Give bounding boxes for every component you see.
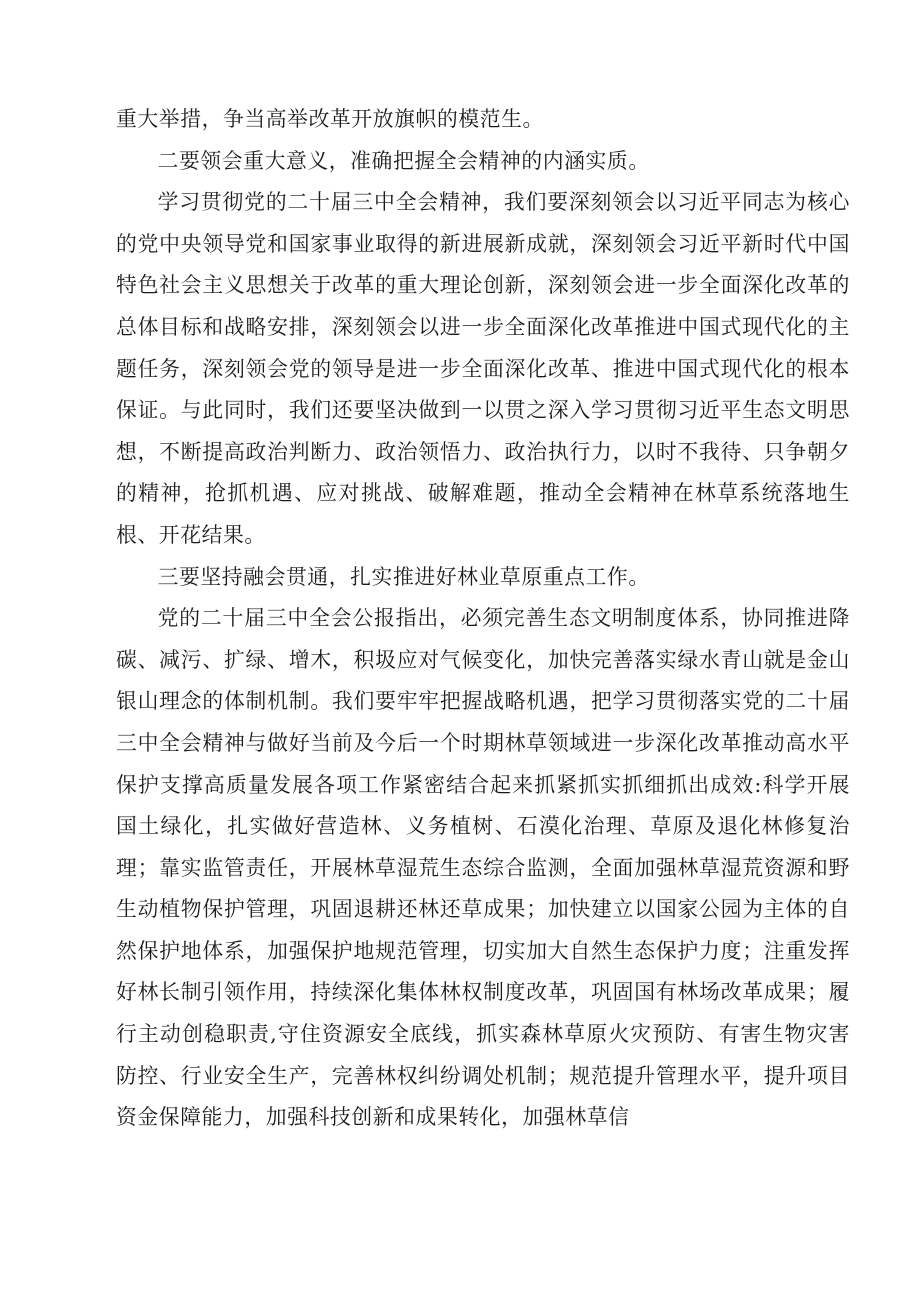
section-heading-3: 三要坚持融会贯通，扎实推进好林业草原重点工作。 [157,564,650,589]
paragraph-continuation: 重大举措，争当高举改革开放旗帜的模范生。 [116,107,544,131]
paragraph-study-spirit: 学习贯彻党的二十届三中全会精神，我们要深刻领会以习近平同志为核心的党中央领导党和国家事业取得的新进展新成就，深刻领会习近平新时代中国特色社会主义思想关于改革的重大理论创新，深刻领会进一步全面深化改革的总体目标和战略安排，深刻领会以进一步全面深化改革推进中国式现代化的主题任务，深刻领会党的领导是进一步全面深化改革、推进中国式现代化的根本保证。与此同时，我们还要坚决做到一以贯之深入学习贯彻习近平生态文明思想，不断提高政治判断力、政治领悟力、政治执行力，以时不我待、只争朝夕的精神，抢抓机遇、应对挑战、破解难题，推动全会精神在林草系统落地生根、开花结果。 [116,190,850,547]
section-heading-2: 二要领会重大意义，准确把握全会精神的内涵实质。 [157,148,650,173]
document-body [116,99,850,1139]
paragraph-key-work: 党的二十届三中全会公报指出，必须完善生态文明制度体系，协同推进降碳、减污、扩绿、增木，积圾应对气候变化，加快完善落实绿水青山就是金山银山理念的体制机制。我们要牢牢把握战略机遇，把学习贯彻落实党的二十届三中全会精神与做好当前及今后一个时期林草领域进一步深化改革推动高水平保护支撑高质量发展各项工作紧密结合起来抓紧抓实抓细抓出成效:科学开展国土绿化，扎实做好营造林、义务植树、石漠化治理、草原及退化林修复治理；靠实监管责任，开展林草湿荒生态综合监测，全面加强林草湿荒资源和野生动植物保护管理，巩固退耕还林还草成果；加快建立以国家公园为主体的自然保护地体系，加强保护地规范管理，切实加大自然生态保护力度；注重发挥好林长制引领作用，持续深化集体林权制度改革，巩固国有林场改革成果；履行主动创稳职责,守住资源安全底线，抓实森林草原火灾预防、有害生物灾害防控、行业安全生产，完善林权纠纷调处机制；规范提升管理水平，提升项目资金保障能力，加强科技创新和成果转化，加强林草信 [116,606,850,1130]
